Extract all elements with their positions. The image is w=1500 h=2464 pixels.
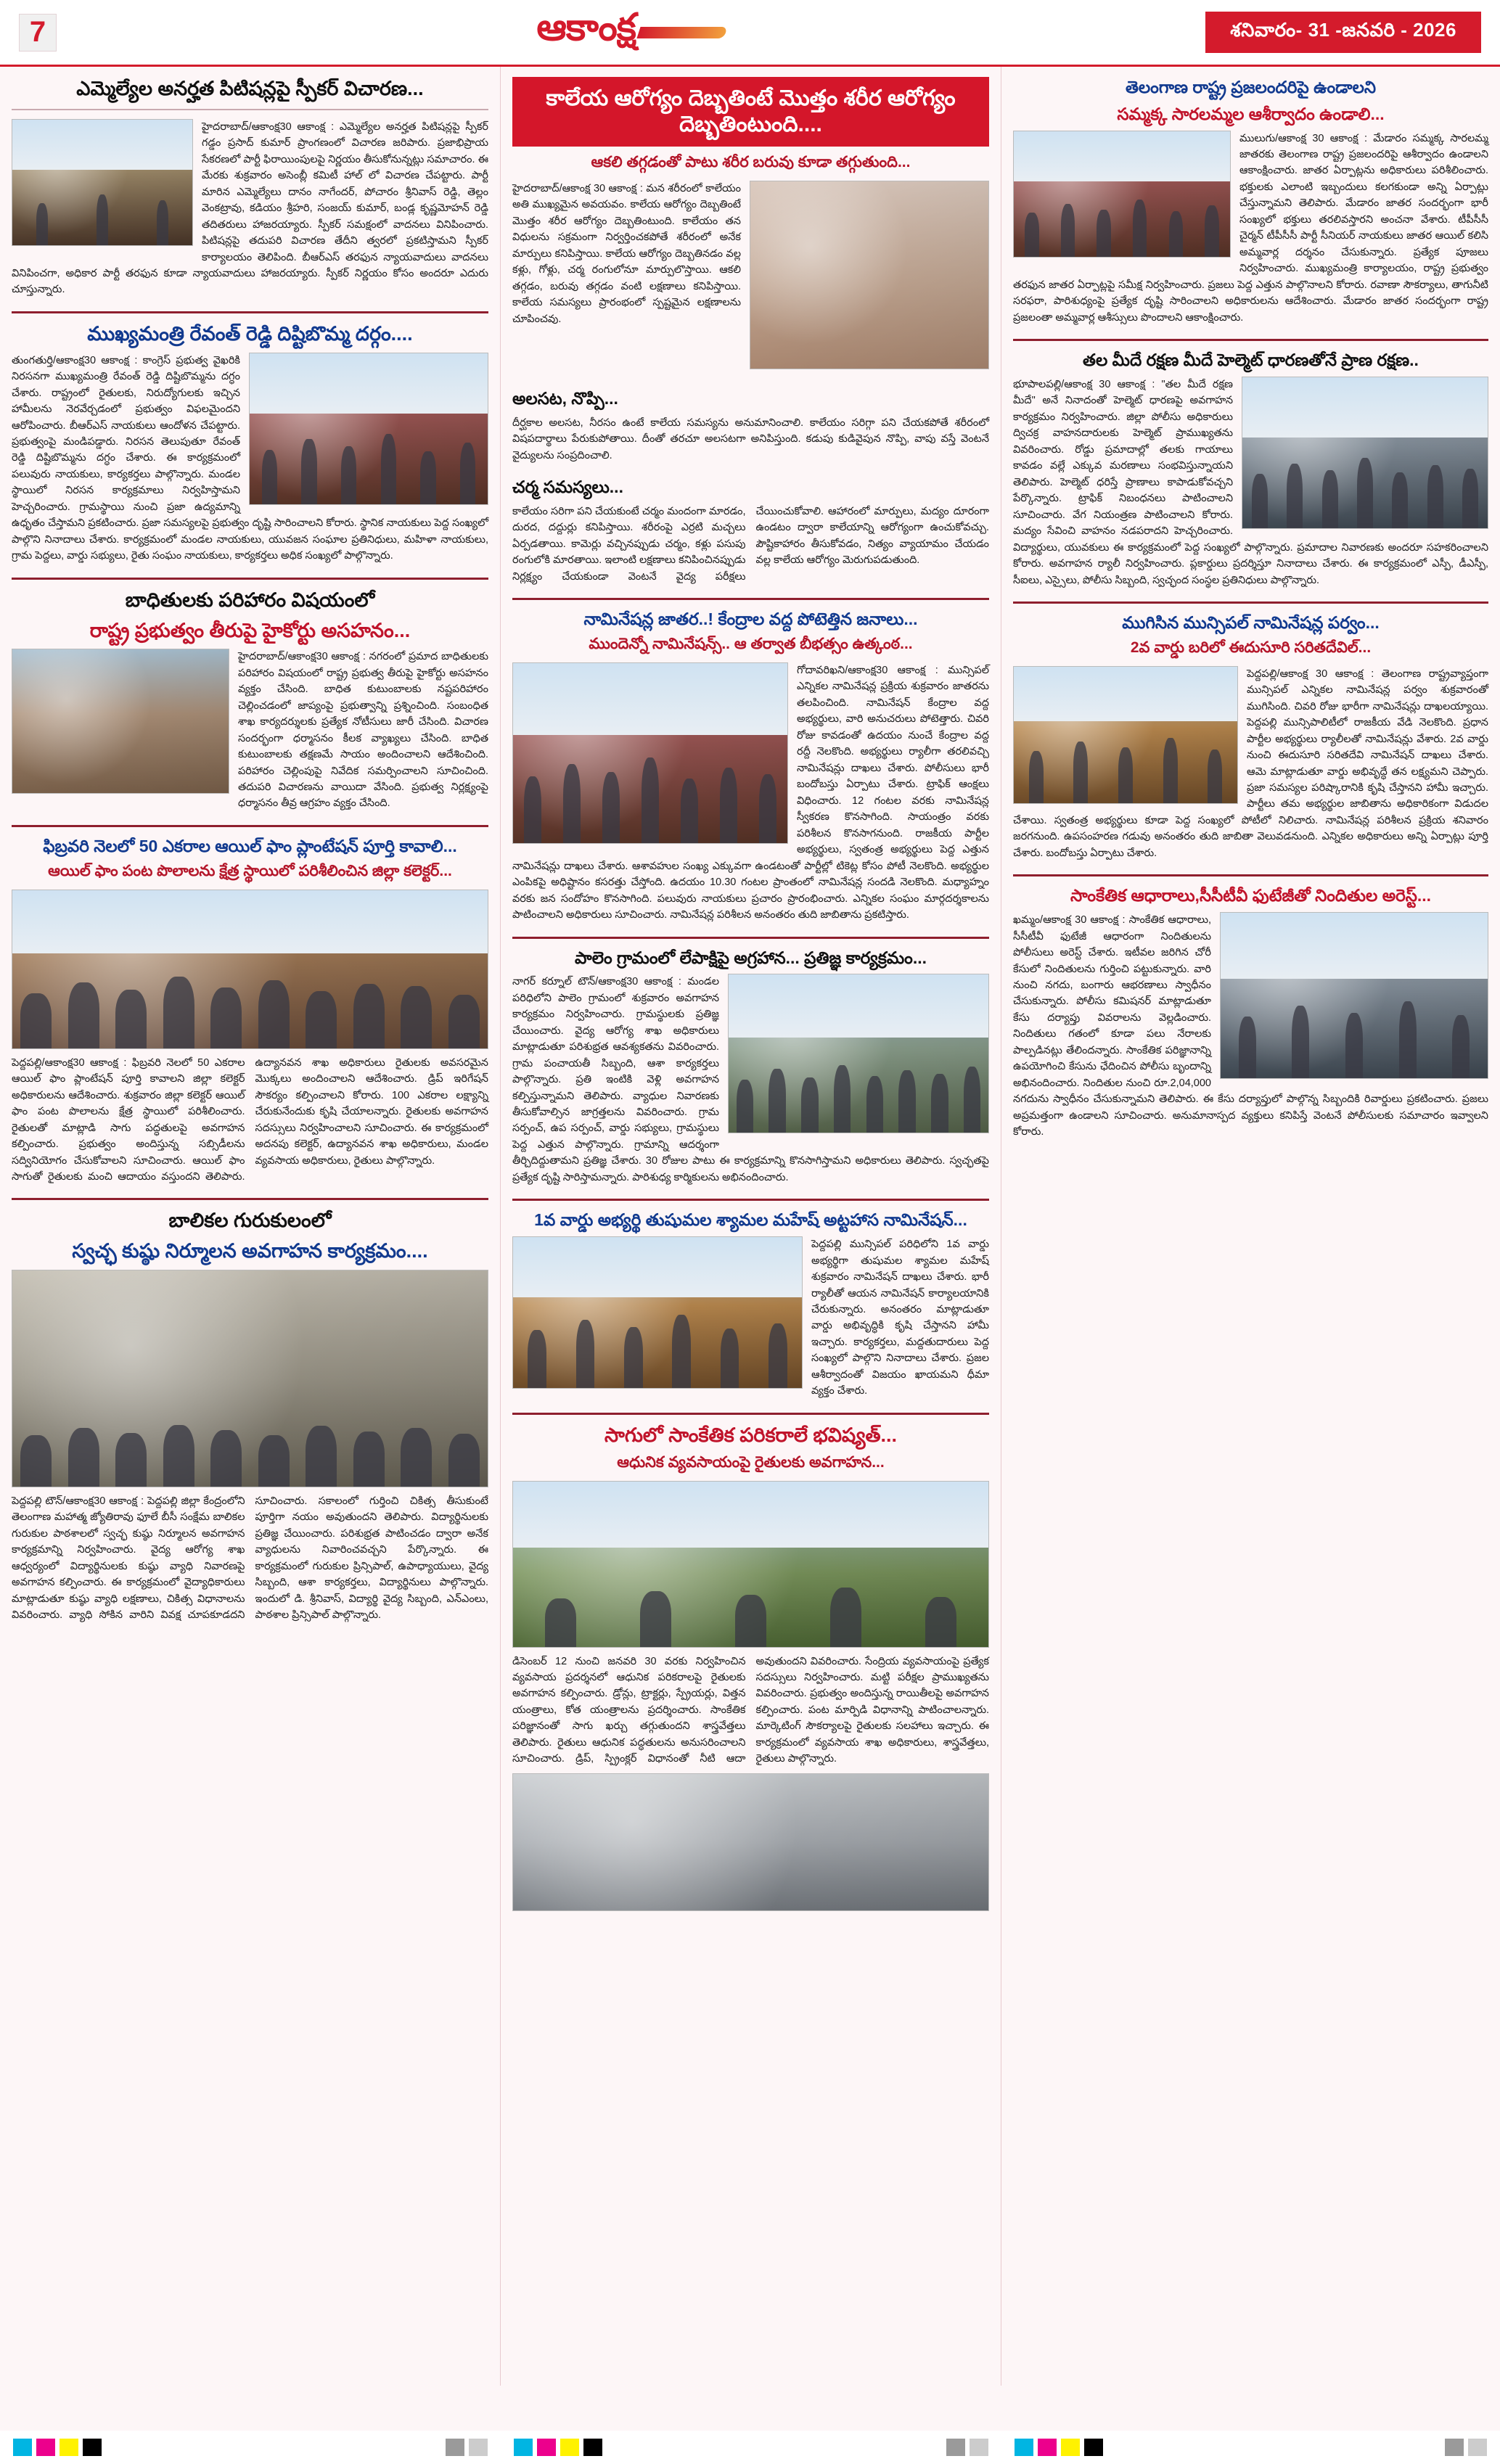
headline-secondary: స్వచ్ఛ కుష్ఠు నిర్మూలన అవగాహన కార్యక్రమం.... [72, 1240, 428, 1262]
subsection-skin-problems [512, 477, 989, 585]
article-body: పెద్దపల్లి/ఆకాంక్ష 30 ఆకాంక్ష : తెలంగాణ రాష్ట్రవ్యాప్తంగా మున్సిపల్ ఎన్నికల నామినేషన్ల పర్వం శుక్రవారంతో ముగిసింది. చివరి రోజు భారీగా నామినేషన్లు దాఖలయ్యాయి. పెద్దపల్లి మున్సిపాలిటీలో రాజకీయ వేడి నెలకొంది. ప్రధాన పార్టీల అభ్యర్థులు ర్యాలీలతో నామినేషన్లు వేశారు. 2వ వార్డు నుంచి ఈదుసూరి సరితదేవి నామినేషన్ దాఖలు చేశారు. ఆమె మాట్లాడుతూ వార్డు అభివృద్ధే తన లక్ష్యమని చెప్పారు. ప్రజా సమస్యల పరిష్కారానికి కృషి చేస్తానని హామీ ఇచ్చారు. పార్టీలు తమ అభ్యర్థుల జాబితాను అధికారికంగా విడుదల చేశాయి. స్వతంత్ర అభ్యర్థులు కూడా పెద్ద సంఖ్యలో పోటీలో నిలిచారు. నామినేషన్ల పరిశీలన ప్రక్రియ శనివారం జరగనుంది. ఉపసంహరణ గడువు అనంతరం తుది జాబితా వెలువడనుంది. ఎన్నికల అధికారులు అన్ని ఏర్పాట్లు పూర్తి చేశారు. బందోబస్తు ఏర్పాటు చేశారు. [1013, 668, 1488, 859]
headline: అలసట, నొప్పి... [512, 389, 618, 408]
article-photo [1220, 912, 1488, 1079]
headline: తల మీదే రక్షణ మీదే హెల్మెట్ ధారణతోనే ప్రాణ రక్షణ.. [1083, 350, 1419, 370]
headline: ముగిసిన మున్సిపల్ నామినేషన్ల పర్వం... [1122, 612, 1380, 632]
reg-swatch-cyan [514, 2439, 533, 2456]
article-photo [728, 974, 989, 1133]
headline: ఫిబ్రవరి నెలలో 50 ఎకరాల ఆయిల్ ఫాం ప్లాంటేషన్ పూర్తి కావాలి... [43, 836, 457, 855]
article-leprosy-awareness [12, 1198, 488, 1623]
headline: సాంకేతిక ఆధారాలు,సీసీటీవీ ఫుటేజీతో నిందితుల అరెస్ట్... [1070, 886, 1432, 905]
reg-swatch-black [83, 2439, 102, 2456]
headline: తెలంగాణ రాష్ట్ర ప్రజలందరిపై ఉండాలని [1125, 78, 1377, 96]
article-nominations-rush [512, 598, 989, 923]
article-cctv-arrest [1013, 874, 1488, 1140]
article-municipal-nominations-end [1013, 601, 1488, 861]
article-body: కాలేయం సరిగా పని చేయకుంటే చర్మం మందంగా మారడం, దురద, దద్దుర్లు కనిపిస్తాయి. శరీరంపై ఎర్రటి మచ్చలు ఏర్పడతాయి. కామెర్లు వచ్చినప్పుడు చర్మం, కళ్లు పసుపు రంగులోకి మారతాయి. ఇలాంటి లక్షణాలు కనిపించినప్పుడు నిర్లక్ష్యం చేయకుండా వెంటనే వైద్య పరీక్షలు చేయించుకోవాలి. ఆహారంలో మార్పులు, మద్యం దూరంగా ఉండటం ద్వారా కాలేయాన్ని ఆరోగ్యంగా ఉంచుకోవచ్చు. పౌష్టికాహారం తీసుకోవడం, నిత్యం వ్యాయామం చేయడం వల్ల కాలేయ ఆరోగ్యం మెరుగుపడుతుంది. [512, 505, 989, 583]
headline: ఎమ్మెల్యేల అనర్హత పిటిషన్లపై స్పీకర్ విచారణ... [76, 78, 424, 99]
article-photo [750, 181, 989, 369]
article-body: నాగర్ కర్నూల్ టౌన్/ఆకాంక్ష30 ఆకాంక్ష : మండల పరిధిలోని పాలెం గ్రామంలో శుక్రవారం అవగాహన కార్యక్రమం నిర్వహించారు. గ్రామస్థులకు ప్రతిజ్ఞ చేయించారు. వైద్య ఆరోగ్య శాఖ అధికారులు మాట్లాడుతూ పరిశుభ్రత ఆవశ్యకతను వివరించారు. గ్రామ పంచాయతీ సిబ్బంది, ఆశా కార్యకర్తలు పాల్గొన్నారు. ప్రతి ఇంటికి వెళ్లి అవగాహన కల్పిస్తున్నామని తెలిపారు. వ్యాధుల నివారణకు తీసుకోవాల్సిన జాగ్రత్తలను వివరించారు. గ్రామ సర్పంచ్, ఉప సర్పంచ్, వార్డు సభ్యులు, గ్రామస్థులు పెద్ద ఎత్తున పాల్గొన్నారు. గ్రామాన్ని ఆదర్శంగా తీర్చిదిద్దుతామని ప్రతిజ్ఞ చేశారు. 30 రోజుల పాటు ఈ కార్యక్రమాన్ని కొనసాగిస్తామని అధికారులు తెలిపారు. స్వచ్ఛతపై ప్రత్యేక దృష్టి సారిస్తామన్నారు. పారిశుధ్య కార్మికులను అభినందించారు. [512, 976, 989, 1183]
article-body: ఖమ్మం/ఆకాంక్ష 30 ఆకాంక్ష : సాంకేతిక ఆధారాలు, సీసీటీవీ ఫుటేజీ ఆధారంగా నిందితులను పోలీసులు అరెస్ట్ చేశారు. ఇటీవల జరిగిన చోరీ కేసులో నిందితులను గుర్తించి పట్టుకున్నారు. వారి నుంచి నగదు, బంగారు ఆభరణాలు స్వాధీనం చేసుకున్నారు. పోలీసు కమిషనర్ మాట్లాడుతూ కేసు దర్యాప్తు వివరాలను వెల్లడించారు. నిందితులు గతంలో కూడా పలు నేరాలకు పాల్పడినట్లు తేలిందన్నారు. సాంకేతిక పరిజ్ఞానాన్ని ఉపయోగించి కేసును ఛేదించిన పోలీసు బృందాన్ని అభినందించారు. నిందితుల నుంచి రూ.2,04,000 నగదును స్వాధీనం చేసుకున్నామని తెలిపారు. ఈ కేసు దర్యాప్తులో పాల్గొన్న సిబ్బందికి రివార్డులు ప్రకటించారు. ప్రజలు అప్రమత్తంగా ఉండాలని సూచించారు. అనుమానాస్పద వ్యక్తులు కనిపిస్తే వెంటనే పోలీసులకు సమాచారం ఇవ్వాలని కోరారు. [1013, 914, 1488, 1138]
reg-swatch-gray [946, 2439, 965, 2456]
article-body: హైదరాబాద్/ఆకాంక్ష30 ఆకాంక్ష : నగరంలో ప్రమాద బాధితులకు పరిహారం విషయంలో రాష్ట్ర ప్రభుత్వ తీరుపై హైకోర్టు అసహనం వ్యక్తం చేసింది. బాధిత కుటుంబాలకు నష్టపరిహారం చెల్లించడంలో జాప్యంపై ప్రభుత్వాన్ని ప్రశ్నించింది. సంబంధిత శాఖ కార్యదర్శులకు ప్రత్యేక నోటీసులు జారీ చేసింది. విచారణ సందర్భంగా ధర్మాసనం కీలక వ్యాఖ్యలు చేసింది. బాధిత కుటుంబాలకు తక్షణమే సాయం అందించాలని ఆదేశించింది. పరిహారం చెల్లింపుపై నివేదిక సమర్పించాలని సూచించింది. తదుపరి విచారణను వాయిదా వేసింది. ప్రభుత్వ నిర్లక్ష్యంపై ధర్మాసనం తీవ్ర ఆగ్రహం వ్యక్తం చేసింది. [238, 651, 488, 810]
article-photo [12, 1270, 488, 1487]
divider [512, 937, 989, 939]
divider [12, 311, 488, 313]
reg-swatch-cyan [1015, 2439, 1033, 2456]
subsection-fatigue-pain [512, 388, 989, 464]
headline: పాలెం గ్రామంలో లేపాక్షిపై అగ్రహాన... ప్రతిజ్ఞ కార్యక్రమం... [574, 948, 927, 967]
article-body: హైదరాబాద్/ఆకాంక్ష 30 ఆకాంక్ష : మన శరీరంలో కాలేయం అతి ముఖ్యమైన అవయవం. కాలేయ ఆరోగ్యం దెబ్బతింటే మొత్తం శరీర ఆరోగ్యం దెబ్బతింటుంది. కాలేయం తన విధులను సక్రమంగా నిర్వర్తించకపోతే శరీరంలో అనేక మార్పులు కనిపిస్తాయి. కాలేయ ఆరోగ్యం దెబ్బతినడం వల్ల కళ్లు, గోళ్లు, చర్మ రంగులోనూ మార్పులొస్తాయి. ఆకలి తగ్గడం, బరువు తగ్గడం వంటి లక్షణాలు కనిపిస్తాయి. కాలేయ సమస్యలు ప్రారంభంలో స్పష్టమైన లక్షణాలను చూపించవు. [512, 183, 741, 325]
article-body: హైదరాబాద్/ఆకాంక్ష30 ఆకాంక్ష : ఎమ్మెల్యేల అనర్హత పిటిషన్లపై స్పీకర్ గడ్డం ప్రసాద్ కుమార్ ప్రాంగణంలో విచారణ జరిపారు. ప్రజాభిప్రాయ సేకరణలో పార్టీ ఫిరాయింపులపై నిర్ణయం తీసుకోనున్నట్లు సమాచారం. ఈ మేరకు శుక్రవారం అసెంబ్లీ కమిటీ హాల్ లో విచారణ చేపట్టారు. పార్టీ మారిన ఎమ్మెల్యేలు దానం నాగేందర్, పోచారం శ్రీనివాస్ రెడ్డి, తెల్లం వెంకట్రావు, కడియం శ్రీహరి, సంజయ్ కుమార్, బండ్ల కృష్ణమోహన్ రెడ్డి తదితరులు హాజరయ్యారు. స్పీకర్ సమక్షంలో వాదనలు వినిపించారు. పిటిషన్లపై తదుపరి విచారణ తేదీని త్వరలో ప్రకటిస్తామని స్పీకర్ కార్యాలయం తెలిపింది. బీఆర్ఎస్ తరఫున న్యాయవాదులు వాదనలు వినిపించగా, అధికార పార్టీ తరఫున కూడా న్యాయవాదులు హాజరయ్యారు. స్పీకర్ నిర్ణయం కోసం అందరూ ఎదురు చూస్తున్నారు. [12, 120, 488, 296]
divider [512, 598, 989, 600]
column-right [1001, 67, 1500, 2386]
article-helmet-awareness [1013, 339, 1488, 588]
headline: ముఖ్యమంత్రి రేవంత్ రెడ్డి దిష్టిబొమ్మ దర్గం.... [87, 322, 413, 345]
headline: నామినేషన్ల జాతర..! కేంద్రాల వద్ద పోటెత్తిన జనాలు... [583, 609, 918, 629]
article-oilpalm-plantation [12, 825, 488, 1186]
article-body: దీర్ఘకాల అలసట, నీరసం ఉంటే కాలేయ సమస్యను అనుమానించాలి. కాలేయం సరిగ్గా పని చేయకపోతే శరీరంలో విషపదార్థాలు పేరుకుపోతాయి. దీంతో తరచూ అలసటగా అనిపిస్తుంది. కడుపు కుడివైపున నొప్పి, వాపు వస్తే వెంటనే వైద్యులను సంప్రదించాలి. [512, 416, 989, 461]
article-photo [12, 890, 488, 1049]
subheadline: 2వ వార్డు బరిలో ఈదుసూరి సరితదేవిల్... [1130, 638, 1372, 656]
article-palem-pledge [512, 937, 989, 1186]
reg-swatch-lightgray [1468, 2439, 1487, 2456]
headline: బాధితులకు పరిహారం విషయంలో [125, 588, 375, 611]
divider [512, 1413, 989, 1415]
column-center [501, 67, 1001, 2386]
reg-swatch-yellow [60, 2439, 78, 2456]
reg-swatch-yellow [1061, 2439, 1080, 2456]
reg-swatch-lightgray [970, 2439, 988, 2456]
article-body: పెద్దపల్లి మున్సిపల్ పరిధిలోని 1వ వార్డు అభ్యర్థిగా తుషుమల శ్యామల మహేష్ శుక్రవారం నామినేషన్ దాఖలు చేశారు. భారీ ర్యాలీతో ఆయన నామినేషన్ కార్యాలయానికి చేరుకున్నారు. అనంతరం మాట్లాడుతూ వార్డు అభివృద్ధికి కృషి చేస్తానని హామీ ఇచ్చారు. కార్యకర్తలు, మద్దతుదారులు పెద్ద సంఖ్యలో పాల్గొని నినాదాలు చేశారు. ప్రజల ఆశీర్వాదంతో విజయం ఖాయమని ధీమా వ్యక్తం చేశారు. [811, 1239, 989, 1397]
registration-group-right [1001, 2431, 1500, 2464]
article-photo [1013, 666, 1238, 804]
masthead [0, 0, 1500, 67]
registration-group-center [501, 2431, 1001, 2464]
column-left [0, 67, 501, 2386]
subheadline: ఆయిల్ ఫాం పంట పొలాలను క్షేత్ర స్థాయిలో పరిశీలించిన జిల్లా కలెక్టర్... [48, 862, 452, 879]
article-photo-secondary [512, 1773, 989, 1911]
article-agri-technology [512, 1413, 989, 1911]
divider [1013, 601, 1488, 604]
page-columns [0, 67, 1500, 2386]
article-body: పెద్దపల్లి/ఆకాంక్ష30 ఆకాంక్ష : ఫిబ్రవరి నెలలో 50 ఎకరాల ఆయిల్ ఫాం ప్లాంటేషన్ పూర్తి కావాలని జిల్లా కలెక్టర్ అధికారులను ఆదేశించారు. శుక్రవారం జిల్లా కలెక్టర్ ఆయిల్ ఫాం పంట పొలాలను క్షేత్ర స్థాయిలో పరిశీలించారు. రైతులతో మాట్లాడి సాగు పద్ధతులపై అవగాహన కల్పించారు. ప్రభుత్వం అందిస్తున్న సబ్సిడీలను సద్వినియోగం చేసుకోవాలని సూచించారు. ఆయిల్ ఫాం సాగుతో రైతులకు మంచి ఆదాయం వస్తుందని తెలిపారు. ఉద్యానవన శాఖ అధికారులు రైతులకు అవసరమైన మొక్కలు అందించాలని ఆదేశించారు. డ్రిప్ ఇరిగేషన్ సౌకర్యం కల్పించాలని కోరారు. 100 ఎకరాల లక్ష్యాన్ని చేరుకునేందుకు కృషి చేయాలన్నారు. రైతులకు అవగాహన సదస్సులు నిర్వహించాలని సూచించారు. ఈ కార్యక్రమంలో అదనపు కలెక్టర్, ఉద్యానవన శాఖ అధికారులు, మండల వ్యవసాయ అధికారులు, రైతులు పాల్గొన్నారు. [12, 1056, 488, 1183]
article-photo [512, 662, 788, 844]
reg-swatch-lightgray [469, 2439, 488, 2456]
article-photo [12, 649, 229, 794]
headline-secondary: రాష్ట్ర ప్రభుత్వం తీరుపై హైకోర్టు అసహనం... [89, 619, 411, 641]
reg-swatch-black [1084, 2439, 1103, 2456]
article-ward1-nomination [512, 1199, 989, 1399]
subheadline: ముందెన్నో నామినేషన్స్.. ఆ తర్వాత బీభత్సం ఉత్కంఠ... [589, 636, 913, 652]
divider [12, 578, 488, 580]
logo-text: ఆకాంక్ష [536, 7, 636, 49]
article-body: పెద్దపల్లి టౌన్/ఆకాంక్ష30 ఆకాంక్ష : పెద్దపల్లి జిల్లా కేంద్రంలోని తెలంగాణ మహాత్మ జ్యోతిరావు ఫూలే బీసీ సంక్షేమ బాలికల గురుకుల పాఠశాలలో స్వచ్ఛ కుష్ఠు నిర్మూలన అవగాహన కార్యక్రమాన్ని నిర్వహించారు. వైద్య ఆరోగ్య శాఖ ఆధ్వర్యంలో విద్యార్థినులకు కుష్ఠు వ్యాధి నివారణపై అవగాహన కల్పించారు. ఈ కార్యక్రమంలో వైద్యాధికారులు మాట్లాడుతూ కుష్ఠు వ్యాధి లక్షణాలు, చికిత్స విధానాలను వివరించారు. వ్యాధి సోకిన వారిని వివక్ష చూపకూడదని సూచించారు. సకాలంలో గుర్తించి చికిత్స తీసుకుంటే పూర్తిగా నయం అవుతుందని తెలిపారు. విద్యార్థినులకు ప్రతిజ్ఞ చేయించారు. పరిశుభ్రత పాటించడం ద్వారా అనేక వ్యాధులను నివారించవచ్చని పేర్కొన్నారు. ఈ కార్యక్రమంలో గురుకుల ప్రిన్సిపాల్, ఉపాధ్యాయులు, వైద్య సిబ్బంది, ఆశా కార్యకర్తలు, విద్యార్థినులు పాల్గొన్నారు. ఇందులో డి. శ్రీనివాస్, విద్యార్థి వైద్య సిబ్బంది, ఎన్ఎంలు, పాఠశాల ప్రిన్సిపాల్ పాల్గొన్నారు. [12, 1495, 488, 1622]
newspaper-logo [536, 7, 726, 59]
article-photo [1013, 131, 1231, 258]
article-body: గోదావరిఖని/ఆకాంక్ష30 ఆకాంక్ష : మున్సిపల్ ఎన్నికల నామినేషన్ల ప్రక్రియ శుక్రవారం జాతరను తలపించింది. నామినేషన్ కేంద్రాల వద్ద అభ్యర్థులు, వారి అనుచరులు పోటెత్తారు. చివరి రోజు కావడంతో ఉదయం నుంచే కేంద్రాల వద్ద రద్దీ నెలకొంది. అభ్యర్థులు ర్యాలీగా తరలివచ్చి నామినేషన్లు దాఖలు చేశారు. పోలీసులు భారీ బందోబస్తు ఏర్పాటు చేశారు. ట్రాఫిక్ ఆంక్షలు విధించారు. 12 గంటల వరకు నామినేషన్ల స్వీకరణ కొనసాగింది. సాయంత్రం వరకు పరిశీలన కొనసాగనుంది. రాజకీయ పార్టీల అభ్యర్థులు, స్వతంత్ర అభ్యర్థులు పెద్ద ఎత్తున నామినేషన్లు దాఖలు చేశారు. ఆశావహుల సంఖ్య ఎక్కువగా ఉండటంతో పార్టీల్లో టికెట్ల కోసం పోటీ నెలకొంది. అభ్యర్థుల ఎంపికపై అధిష్టానం కసరత్తు చేస్తోంది. ఉదయం 10.30 గంటల ప్రాంతంలో నామినేషన్ల సందడి నెలకొంది. మధ్యాహ్నం వరకు జన సందోహం కొనసాగింది. పలువురు నాయకులు ప్రచారం ప్రారంభించారు. ఎన్నికల సంఘం మార్గదర్శకాలను పాటించాలని అధికారులు సూచించారు. నామినేషన్ల పరిశీలన అనంతరం తుది జాబితాను ప్రకటిస్తారు. [512, 665, 989, 921]
divider [1013, 874, 1488, 876]
subheadline: ఆకలి తగ్గడంతో పాటు శరీర బరువు కూడా తగ్గుతుంది... [591, 154, 911, 171]
reg-swatch-magenta [537, 2439, 556, 2456]
divider [12, 825, 488, 827]
reg-swatch-gray [1445, 2439, 1464, 2456]
article-photo [512, 1481, 989, 1648]
page-number: 7 [19, 14, 57, 52]
article-highcourt-compensation [12, 578, 488, 812]
registration-group-left [0, 2431, 501, 2464]
article-mla-disqualification [12, 77, 488, 298]
reg-swatch-yellow [560, 2439, 579, 2456]
headline: 1వ వార్డు అభ్యర్థి తుషుమల శ్యామల మహేష్ అట్టహాస నామినేషన్... [534, 1210, 967, 1230]
reg-swatch-cyan [13, 2439, 32, 2456]
headline: బాలికల గురుకులంలో [168, 1210, 332, 1232]
article-body: భూపాలపల్లి/ఆకాంక్ష 30 ఆకాంక్ష : "తల మీదే రక్షణ మీదే" అనే నినాదంతో హెల్మెట్ ధారణపై అవగాహన కార్యక్రమం నిర్వహించారు. జిల్లా పోలీసు అధికారులు ద్విచక్ర వాహనదారులకు హెల్మెట్ ప్రాముఖ్యతను వివరించారు. రోడ్డు ప్రమాదాల్లో తలకు గాయాలు కావడం వల్లే ఎక్కువ మరణాలు సంభవిస్తున్నాయని తెలిపారు. హెల్మెట్ ధరిస్తే ప్రాణాలు కాపాడుకోవచ్చని పేర్కొన్నారు. ట్రాఫిక్ నిబంధనలు పాటించాలని సూచించారు. వేగ నియంత్రణ పాటించాలని కోరారు. మద్యం సేవించి వాహనం నడపరాదని హెచ్చరించారు. విద్యార్థులు, యువకులు ఈ కార్యక్రమంలో పెద్ద సంఖ్యలో పాల్గొన్నారు. ప్రమాదాల నివారణకు అందరూ సహకరించాలని కోరారు. అవగాహన ర్యాలీ నిర్వహించారు. ప్లకార్డులు ప్రదర్శిస్తూ నినాదాలు చేశారు. ఈ కార్యక్రమంలో ఎస్పీ, డీఎస్పీ, సీఐలు, ఎస్సైలు, పోలీసు సిబ్బంది, స్వచ్ఛంద సంస్థల ప్రతినిధులు పాల్గొన్నారు. [1013, 378, 1488, 586]
reg-swatch-gray [446, 2439, 464, 2456]
headline: సాగులో సాంకేతిక పరికరాలే భవిష్యత్... [604, 1424, 897, 1446]
article-medaram-blessings [1013, 77, 1488, 326]
date-band: శనివారం- 31 -జనవరి - 2026 [1205, 12, 1481, 53]
headline: చర్మ సమస్యలు... [512, 477, 623, 497]
article-photo [512, 1236, 803, 1389]
registration-color-bar [0, 2431, 1500, 2464]
article-photo [249, 353, 488, 505]
reg-swatch-magenta [1038, 2439, 1057, 2456]
subheadline: ఆధునిక వ్యవసాయంపై రైతులకు అవగాహన... [617, 1453, 885, 1471]
article-body: ములుగు/ఆకాంక్ష 30 ఆకాంక్ష : మేడారం సమ్మక్క సారలమ్మ జాతరకు తెలంగాణ రాష్ట్ర ప్రజలందరిపై ఆశీర్వాదం ఉండాలని ఆకాంక్షించారు. జాతర ఏర్పాట్లను అధికారులు పరిశీలించారు. భక్తులకు ఎలాంటి ఇబ్బందులు కలగకుండా అన్ని ఏర్పాట్లు చేస్తున్నామని తెలిపారు. మేడారం జాతర సందర్భంగా భారీ సంఖ్యలో భక్తులు తరలివస్తారని అంచనా వేశారు. టీపీసీసీ చైర్మన్ టీపీసీసీ పార్టీ సీనియర్ నాయకులు జాతర ఆయిల్ కలిసి అమ్మవార్ల దర్శనం చేసుకున్నారు. ప్రత్యేక పూజలు నిర్వహించారు. ముఖ్యమంత్రి కార్యాలయం, రాష్ట్ర ప్రభుత్వం తరఫున జాతర ఏర్పాట్లపై సమీక్ష నిర్వహించారు. ప్రజలు పెద్ద ఎత్తున పాల్గొనాలని కోరారు. రవాణా సౌకర్యాలు, తాగునీటి సరఫరా, పారిశుధ్యంపై ప్రత్యేక దృష్టి సారించాలని అధికారులను ఆదేశించారు. మేడారం జాతర సందర్భంగా రాష్ట్ర ప్రజలంతా అమ్మవార్ల ఆశీస్సులు పొందాలని ఆకాంక్షించారు. [1013, 132, 1488, 324]
logo-swoosh-icon [636, 27, 727, 38]
divider [12, 109, 488, 110]
feature-banner: కాలేయ ఆరోగ్యం దెబ్బతింటే మొత్తం శరీర ఆరోగ్యం దెబ్బతింటుంది.... [512, 77, 989, 147]
article-photo [12, 119, 193, 246]
divider [512, 1199, 989, 1201]
reg-swatch-black [583, 2439, 602, 2456]
article-body: తుంగతుర్తి/ఆకాంక్ష30 ఆకాంక్ష : కాంగ్రెస్ ప్రభుత్వ వైఖరికి నిరసనగా ముఖ్యమంత్రి రేవంత్ రెడ్డి దిష్టిబొమ్మను దగ్ధం చేశారు. రాష్ట్రంలో రైతులకు, నిరుద్యోగులకు ఇచ్చిన హామీలను నెరవేర్చడంలో ప్రభుత్వం విఫలమైందని ఆరోపించారు. బీఆర్ఎస్ నాయకులు ఆందోళన చేపట్టారు. ప్రభుత్వంపై మండిపడ్డారు. నిరసన తెలుపుతూ రేవంత్ రెడ్డి దిష్టిబొమ్మను దగ్ధం చేశారు. ఈ కార్యక్రమంలో పలువురు నాయకులు, కార్యకర్తలు పాల్గొన్నారు. మండల స్థాయిలో నిరసన కార్యక్రమాలు నిర్వహిస్తామని హెచ్చరించారు. గ్రామస్థాయి నుంచి ప్రజా ఉద్యమాన్ని ఉధృతం చేస్తామని ప్రకటించారు. ప్రజా సమస్యలపై ప్రభుత్వం దృష్టి సారించాలని కోరారు. స్థానిక నాయకులు పెద్ద సంఖ్యలో పాల్గొని నినాదాలు చేశారు. కార్యక్రమంలో మండల నాయకులు, యువజన సంఘాల ప్రతినిధులు, మహిళా నాయకులు, గ్రామ పెద్దలు, వార్డు సభ్యులు, రైతు సంఘం నాయకులు, కార్యకర్తలు అధిక సంఖ్యలో పాల్గొన్నారు. [12, 354, 488, 562]
divider [12, 1198, 488, 1200]
article-body: డిసెంబర్ 12 నుంచి జనవరి 30 వరకు నిర్వహించిన వ్యవసాయ ప్రదర్శనలో ఆధునిక పరికరాలపై రైతులకు అవగాహన కల్పించారు. డ్రోన్లు, ట్రాక్టర్లు, స్ప్రేయర్లు, విత్తన యంత్రాలు, కోత యంత్రాలను ప్రదర్శించారు. సాంకేతిక పరిజ్ఞానంతో సాగు ఖర్చు తగ్గుతుందని శాస్త్రవేత్తలు తెలిపారు. రైతులు ఆధునిక పద్ధతులను అనుసరించాలని సూచించారు. డ్రిప్, స్ప్రింక్లర్ విధానంతో నీటి ఆదా అవుతుందని వివరించారు. సేంద్రియ వ్యవసాయంపై ప్రత్యేక సదస్సులు నిర్వహించారు. మట్టి పరీక్షల ప్రాముఖ్యతను వివరించారు. ప్రభుత్వం అందిస్తున్న రాయితీలపై అవగాహన కల్పించారు. పంట మార్పిడి విధానాన్ని పాటించాలన్నారు. మార్కెటింగ్ సౌకర్యాలపై రైతులకు సలహాలు ఇచ్చారు. ఈ కార్యక్రమంలో వ్యవసాయ శాఖ అధికారులు, శాస్త్రవేత్తలు, రైతులు పాల్గొన్నారు. [512, 1655, 989, 1765]
headline-secondary: సమ్మక్క సారలమ్మల ఆశీర్వాదం ఉండాలి... [1117, 104, 1385, 123]
divider [1013, 339, 1488, 341]
reg-swatch-magenta [36, 2439, 55, 2456]
article-liver-health [512, 154, 989, 375]
article-cm-effigy [12, 311, 488, 564]
article-photo [1242, 377, 1488, 529]
